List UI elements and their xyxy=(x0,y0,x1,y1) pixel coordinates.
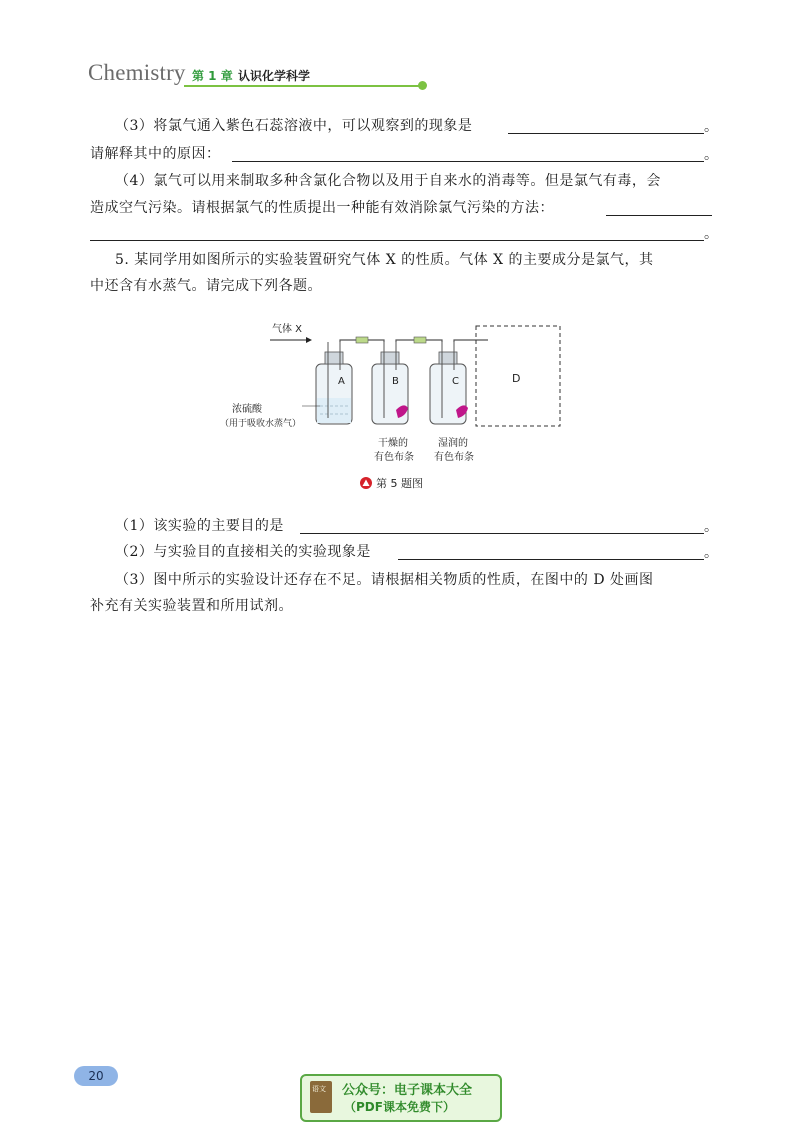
chapter-number: 第 1 章 xyxy=(192,69,233,83)
answer-blank-q5-sub1[interactable] xyxy=(300,533,704,534)
bottle-c-label: C xyxy=(452,376,459,387)
sentence-end-mark: 。 xyxy=(704,147,718,163)
promo-line-2: （PDF课本免费下） xyxy=(344,1100,455,1114)
sentence-end-mark: 。 xyxy=(704,545,718,561)
bottle-a xyxy=(316,342,352,424)
bottle-a-label: A xyxy=(338,376,345,387)
figure-caption xyxy=(360,475,423,491)
promo-line-1: 公众号：电子课本大全 xyxy=(342,1083,473,1098)
q-sub4-line2: 造成空气污染。请根据氯气的性质提出一种能有效消除氯气污染的方法： xyxy=(90,200,554,216)
header-underline xyxy=(184,85,422,87)
tube-c-out xyxy=(454,340,488,342)
book-icon-label: 语文 xyxy=(312,1085,326,1093)
brand-title: Chemistry xyxy=(88,60,186,85)
q5-sub3-line2: 补充有关实验装置和所用试剂。 xyxy=(90,598,293,614)
q5-sub3-line1: （3）图中所示的实验设计还存在不足。请根据相关物质的性质，在图中的 D 处画图 xyxy=(115,572,654,588)
page-number: 20 xyxy=(74,1066,118,1086)
dry-cloth-label-1: 干燥的 xyxy=(378,438,408,449)
wet-cloth-label-2: 有色布条 xyxy=(434,452,474,463)
answer-blank-sub3-reason[interactable] xyxy=(232,161,704,162)
chapter-title: 认识化学科学 xyxy=(238,69,311,83)
answer-blank-sub4-method[interactable] xyxy=(606,215,712,216)
gas-x-label: 气体 X xyxy=(272,324,303,335)
q-sub4-line1: （4）氯气可以用来制取多种含氯化合物以及用于自来水的消毒等。但是氯气有毒，会 xyxy=(115,173,661,189)
q-sub3-line1: （3）将氯气通入紫色石蕊溶液中，可以观察到的现象是 xyxy=(115,118,473,134)
wet-cloth-label-1: 湿润的 xyxy=(438,438,468,449)
bottle-b-label: B xyxy=(392,376,399,387)
answer-blank-sub4-method-cont[interactable] xyxy=(90,240,704,241)
promo-banner[interactable] xyxy=(300,1074,502,1122)
answer-blank-q5-sub2[interactable] xyxy=(398,559,704,560)
q5-stem-line2: 中还含有水蒸气。请完成下列各题。 xyxy=(90,278,322,294)
gas-inlet-arrowhead xyxy=(306,337,312,343)
tube-joint xyxy=(356,337,368,343)
figure-caption-text: 第 5 题图 xyxy=(376,477,423,490)
sentence-end-mark: 。 xyxy=(704,519,718,535)
box-d-label: D xyxy=(512,372,521,385)
dry-cloth-label-2: 有色布条 xyxy=(374,452,414,463)
chapter-header xyxy=(88,60,348,90)
caption-triangle-icon xyxy=(360,477,372,489)
answer-blank-sub3-observation[interactable] xyxy=(508,133,704,134)
q5-sub1: （1）该实验的主要目的是 xyxy=(115,518,284,534)
q5-stem-line1: 5. 某同学用如图所示的实验装置研究气体 X 的性质。气体 X 的主要成分是氯气，其 xyxy=(115,252,654,268)
header-dot xyxy=(418,81,427,90)
apparatus-figure xyxy=(220,318,562,478)
sentence-end-mark: 。 xyxy=(704,226,718,242)
book-icon xyxy=(310,1081,332,1113)
q-sub3-line2: 请解释其中的原因： xyxy=(90,146,221,162)
sentence-end-mark: 。 xyxy=(704,119,718,135)
tube-joint xyxy=(414,337,426,343)
q5-sub2: （2）与实验目的直接相关的实验现象是 xyxy=(115,544,371,560)
acid-label: 浓硫酸 xyxy=(232,404,262,415)
bottle-c xyxy=(430,342,468,424)
bottle-b xyxy=(372,342,408,424)
acid-note: （用于吸收水蒸气） xyxy=(220,419,302,429)
